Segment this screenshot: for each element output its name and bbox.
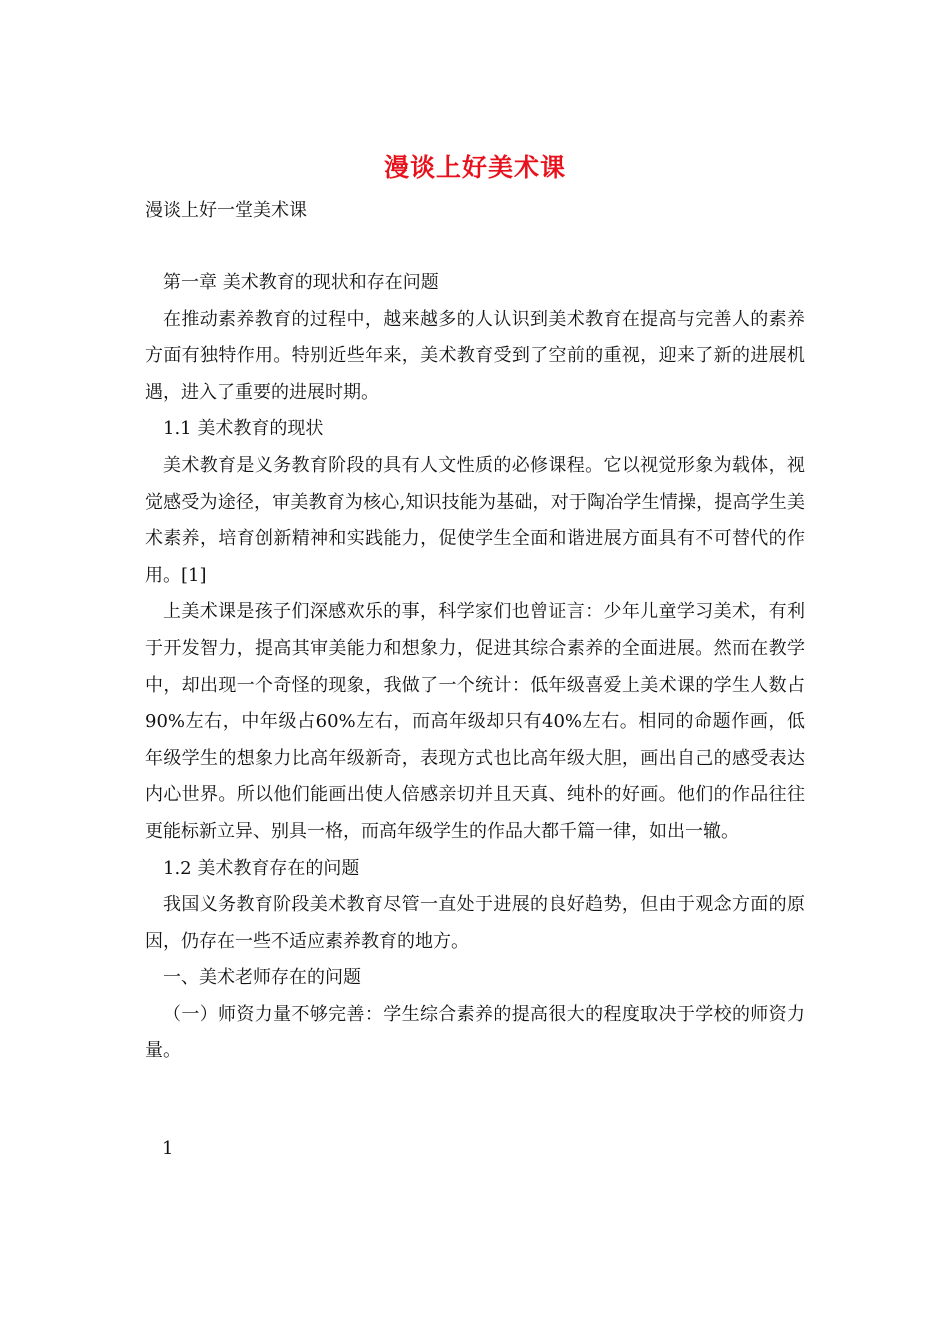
paragraph: 美术教育是义务教育阶段的具有人文性质的必修课程。它以视觉形象为载体，视觉感受为途径，审美教育为核心,知识技能为基础，对于陶冶学生情操，提高学生美术素养，培育创新精神和实践能力，促使学生全面和谐进展方面具有不可替代的作用。[1]	[145, 454, 805, 586]
paragraph: （一）师资力量不够完善：学生综合素养的提高很大的程度取决于学校的师资力量。	[145, 1003, 805, 1062]
document-body	[145, 265, 805, 1070]
page-number: 1	[162, 1138, 174, 1159]
paragraph: 在推动素养教育的过程中，越来越多的人认识到美术教育在提高与完善人的素养方面有独特作用。特别近些年来，美术教育受到了空前的重视，迎来了新的进展机遇，进入了重要的进展时期。	[145, 308, 805, 403]
subsection-heading: 一、美术老师存在的问题	[163, 967, 361, 989]
document-subtitle: 漫谈上好一堂美术课	[145, 200, 307, 221]
paragraph: 我国义务教育阶段美术教育尽管一直处于进展的良好趋势，但由于观念方面的原因，仍存在一些不适应素养教育的地方。	[145, 894, 805, 952]
section-heading: 1.1 美术教育的现状	[163, 418, 324, 440]
paragraph: 上美术课是孩子们深感欢乐的事，科学家们也曾证言：少年儿童学习美术，有利于开发智力，提高其审美能力和想象力，促进其综合素养的全面进展。然而在教学中，却出现一个奇怪的现象，我做了一个统计：低年级喜爱上美术课的学生人数占90%左右，中年级占60%左右，而高年级却只有40%左右。相同的命题作画，低年级学生的想象力比高年级新奇，表现方式也比高年级大胆，画出自己的感受表达内心世界。所以他们能画出使人倍感亲切并且天真、纯朴的好画。他们的作品往往更能标新立异、别具一格，而高年级学生的作品大都千篇一律，如出一辙。	[145, 601, 805, 842]
section-heading: 1.2 美术教育存在的问题	[163, 857, 360, 879]
document-title: 漫谈上好美术课	[383, 153, 566, 182]
chapter-heading: 第一章 美术教育的现状和存在问题	[163, 272, 439, 293]
